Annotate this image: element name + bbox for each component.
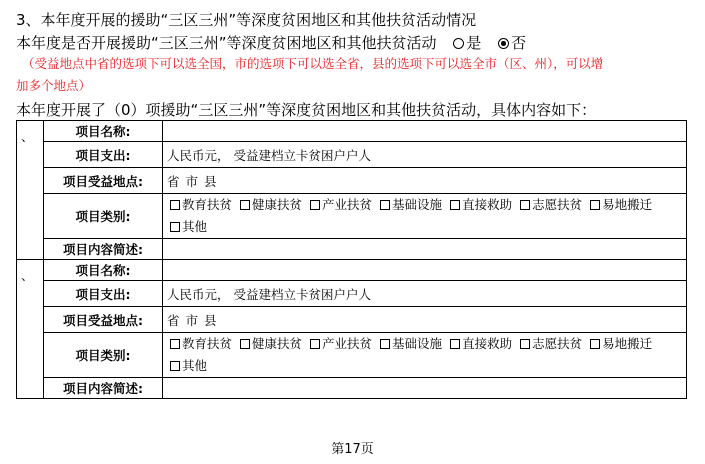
project-category-options [163,194,687,239]
project-row-category [17,333,687,378]
project-row-desc [17,378,687,399]
category-option[interactable] [310,336,372,351]
project-name-label: 项目名称: [44,260,163,281]
category-label: 直接救助 [462,336,513,351]
location-part: 市 [185,173,199,189]
category-option[interactable] [520,197,582,212]
location-part: 市 [185,312,199,328]
project-index: 、 [17,121,44,260]
checkbox[interactable] [590,200,600,210]
category-option[interactable] [240,336,302,351]
location-part: 省 [167,173,180,189]
category-label: 基础设施 [392,336,443,351]
checkbox[interactable] [240,200,250,210]
checkbox[interactable] [450,339,460,349]
category-option[interactable] [170,219,207,234]
category-label: 基础设施 [392,197,443,212]
project-location-field[interactable] [163,307,687,333]
project-expense-label: 项目支出: [44,281,163,307]
checkbox[interactable] [380,339,390,349]
category-label: 产业扶贫 [322,336,373,351]
category-option[interactable] [450,336,512,351]
category-label: 教育扶贫 [182,336,233,351]
category-label: 易地搬迁 [602,197,653,212]
category-option[interactable] [450,197,512,212]
project-location-label: 项目受益地点: [44,168,163,194]
category-label: 志愿扶贫 [532,336,583,351]
project-desc-label: 项目内容简述: [44,378,163,399]
project-row-desc [17,239,687,260]
project-row-expense [17,281,687,307]
radio-no-label: 否 [511,34,527,52]
location-part: 县 [204,173,217,189]
project-row-name [17,121,687,142]
project-desc-label: 项目内容简述: [44,239,163,260]
project-row-name [17,260,687,281]
project-location-label: 项目受益地点: [44,307,163,333]
category-option[interactable] [520,336,582,351]
category-option[interactable] [380,197,442,212]
project-expense-field[interactable]: 人民币元， 受益建档立卡贫困户户人 [163,142,687,168]
category-option[interactable] [170,336,232,351]
project-desc-field[interactable] [163,378,687,399]
category-label: 直接救助 [462,197,513,212]
project-row-expense [17,142,687,168]
checkbox[interactable] [520,200,530,210]
category-label: 易地搬迁 [602,336,653,351]
category-label: 健康扶贫 [252,336,303,351]
checkbox[interactable] [520,339,530,349]
project-expense-field[interactable]: 人民币元， 受益建档立卡贫困户户人 [163,281,687,307]
projects-table [16,120,687,399]
location-part: 省 [167,312,180,328]
checkbox[interactable] [170,222,180,232]
checkbox[interactable] [240,339,250,349]
radio-yes[interactable] [453,38,464,49]
checkbox[interactable] [310,200,320,210]
category-option[interactable] [240,197,302,212]
project-desc-field[interactable] [163,239,687,260]
project-expense-label: 项目支出: [44,142,163,168]
project-index: 、 [17,260,44,399]
project-category-options [163,333,687,378]
checkbox[interactable] [170,200,180,210]
category-label: 教育扶贫 [182,197,233,212]
section-title: 3、本年度开展的援助“三区三州”等深度贫困地区和其他扶贫活动情况 [16,11,477,29]
checkbox[interactable] [170,339,180,349]
project-name-field[interactable] [163,121,687,142]
category-option[interactable] [170,358,207,373]
question-line [16,32,526,53]
category-option[interactable] [590,197,652,212]
note-line-1: （受益地点中省的选项下可以选全国，市的选项下可以选全省，县的选项下可以选全市（区、州），可以增 [22,56,604,71]
project-category-label: 项目类别: [44,194,163,239]
category-label: 志愿扶贫 [532,197,583,212]
category-option[interactable] [590,336,652,351]
page-number: 第17页 [331,442,374,457]
radio-no[interactable] [498,38,509,49]
project-row-location [17,168,687,194]
note-line-2: 加多个地点） [16,78,92,93]
project-name-label: 项目名称: [44,121,163,142]
project-name-field[interactable] [163,260,687,281]
category-option[interactable] [310,197,372,212]
location-part: 县 [204,312,217,328]
summary-line: 本年度开展了（0）项援助“三区三州”等深度贫困地区和其他扶贫活动，具体内容如下： [16,101,597,119]
category-label: 其他 [182,219,208,234]
project-location-field[interactable] [163,168,687,194]
checkbox[interactable] [310,339,320,349]
checkbox[interactable] [450,200,460,210]
project-row-location [17,307,687,333]
category-label: 健康扶贫 [252,197,303,212]
category-label: 产业扶贫 [322,197,373,212]
checkbox[interactable] [380,200,390,210]
question-text: 本年度是否开展援助“三区三州”等深度贫困地区和其他扶贫活动 [16,34,437,52]
project-row-category [17,194,687,239]
project-category-label: 项目类别: [44,333,163,378]
category-option[interactable] [380,336,442,351]
checkbox[interactable] [170,361,180,371]
category-label: 其他 [182,358,208,373]
checkbox[interactable] [590,339,600,349]
category-option[interactable] [170,197,232,212]
radio-yes-label: 是 [466,34,482,52]
